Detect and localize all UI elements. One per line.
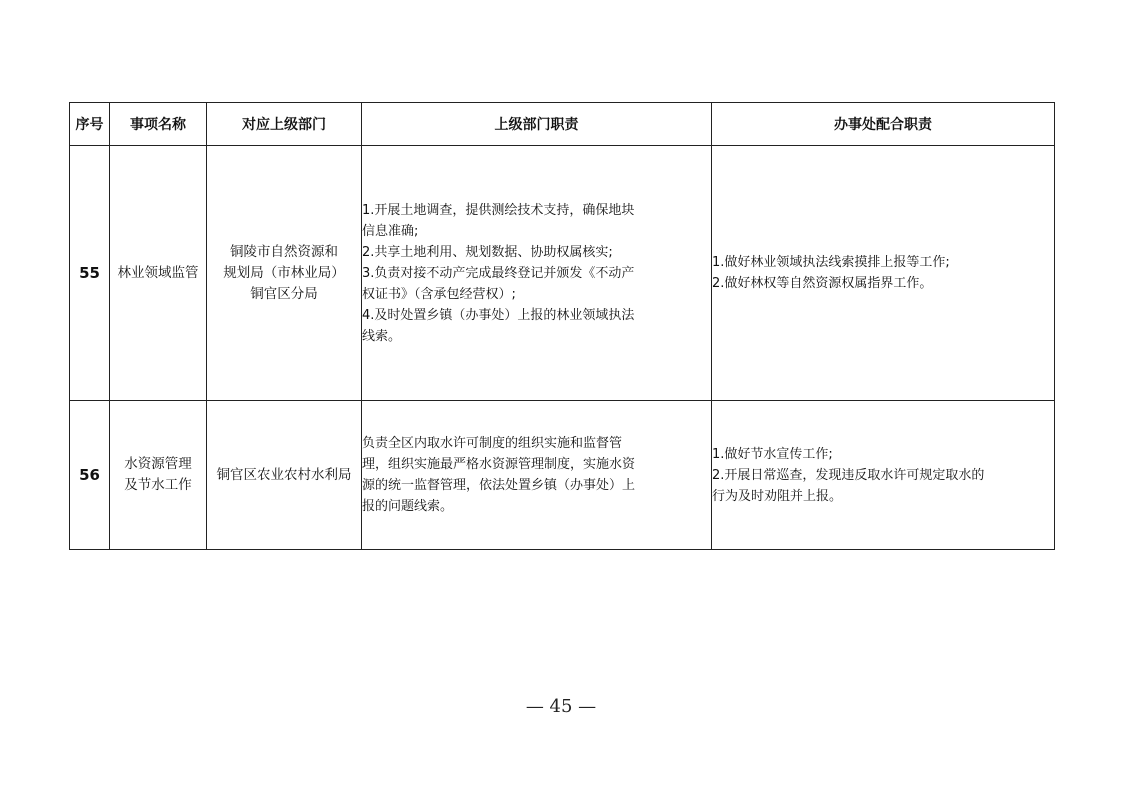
header-superior-duties: 上级部门职责: [362, 103, 712, 146]
item-name-line: 及节水工作: [124, 477, 192, 493]
duty-line: 源的统一监督管理，依法处置乡镇（办事处）上: [362, 478, 636, 493]
duty-line: 报的问题线索。: [362, 499, 454, 514]
header-office-cooperation-duties: 办事处配合职责: [712, 103, 1055, 146]
superior-duties-cell: [362, 401, 712, 550]
cooperation-line: 1.做好节水宣传工作;: [712, 446, 833, 462]
header-row: [70, 103, 1055, 146]
cooperation-line: 行为及时劝阻并上报。: [712, 488, 843, 504]
page-number: — 45 —: [525, 696, 597, 717]
header-superior-department: 对应上级部门: [207, 103, 362, 146]
duty-line: 1.开展土地调查，提供测绘技术支持，确保地块: [362, 202, 635, 218]
row-number: 56: [70, 401, 110, 550]
department-line: 规划局（市林业局）: [223, 264, 345, 281]
department-cell: [207, 401, 362, 550]
row-number: 55: [70, 146, 110, 401]
duty-line: 4.及时处置乡镇（办事处）上报的林业领域执法: [362, 307, 635, 323]
item-name-cell: [110, 146, 207, 401]
responsibility-table: [69, 102, 1055, 550]
duty-line: 理，组织实施最严格水资源管理制度，实施水资: [362, 457, 636, 472]
cooperation-duties-cell: [712, 401, 1055, 550]
superior-duties-cell: [362, 146, 712, 401]
cooperation-line: 2.开展日常巡查，发现违反取水许可规定取水的: [712, 467, 985, 483]
department-line: 铜陵市自然资源和: [230, 243, 338, 260]
cooperation-line: 2.做好林权等自然资源权属指界工作。: [712, 276, 933, 291]
department-line: 铜官区农业农村水利局: [216, 466, 352, 483]
header-number: 序号: [70, 103, 110, 146]
duty-line: 3.负责对接不动产完成最终登记并颁发《不动产: [362, 265, 635, 281]
duty-line: 负责全区内取水许可制度的组织实施和监督管: [362, 436, 623, 451]
department-line: 铜官区分局: [250, 285, 318, 302]
department-cell: [207, 146, 362, 401]
header-item-name: 事项名称: [110, 103, 207, 146]
item-name-line: 林业领域监管: [117, 264, 199, 281]
duty-line: 2.共享土地利用、规划数据、协助权属核实;: [362, 244, 613, 260]
table-row: [70, 401, 1055, 550]
duty-line: 线索。: [362, 328, 402, 344]
item-name-cell: [110, 401, 207, 550]
item-name-line: 水资源管理: [124, 456, 192, 472]
duty-line: 信息准确;: [362, 223, 419, 239]
cooperation-duties-cell: [712, 146, 1055, 401]
table-row: [70, 146, 1055, 401]
cooperation-line: 1.做好林业领域执法线索摸排上报等工作;: [712, 255, 950, 270]
duty-line: 权证书》（含承包经营权）;: [362, 286, 516, 302]
